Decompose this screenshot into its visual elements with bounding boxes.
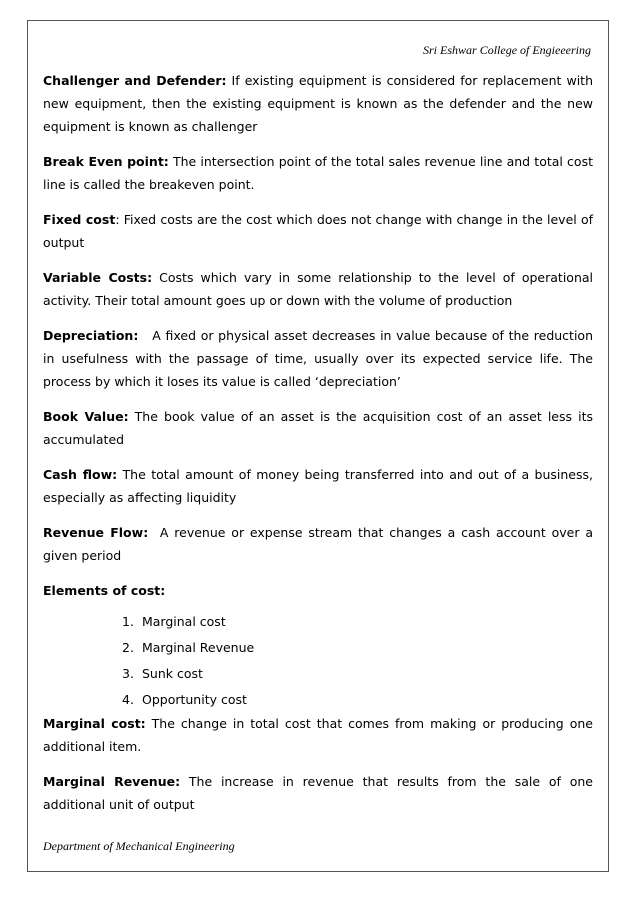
list-label: Sunk cost <box>141 666 203 681</box>
definition-cash-flow <box>43 463 593 509</box>
definition-text: Costs which vary in some relationship to the level of operational activity. Their total amount goes up or down with the volume of production <box>43 270 593 308</box>
definition-revenue-flow <box>43 521 597 567</box>
elements-heading: Elements of cost: <box>43 583 166 598</box>
definition-text: The intersection point of the total sales revenue line and total cost line is called the breakeven point. <box>43 154 593 192</box>
definition-marginal-cost <box>43 712 593 758</box>
term: Book Value: <box>43 409 129 424</box>
term: Fixed cost <box>43 212 116 227</box>
list-number: 3. <box>122 666 134 681</box>
list-label: Marginal cost <box>141 614 226 629</box>
term: Marginal Revenue: <box>43 774 181 789</box>
definition-fixed-cost <box>43 208 593 254</box>
definition-text: : Fixed costs are the cost which does not change with change in the level of output <box>43 212 593 250</box>
definition-challenger-defender <box>43 69 593 138</box>
document-page <box>27 20 609 872</box>
term: Variable Costs: <box>43 270 153 285</box>
definition-text: The change in total cost that comes from making or producing one additional item. <box>43 716 593 754</box>
elements-list <box>43 610 593 712</box>
definition-break-even <box>43 150 593 196</box>
definition-marginal-revenue <box>43 770 593 816</box>
list-item <box>122 688 593 712</box>
term: Challenger and Defender: <box>43 73 227 88</box>
term: Depreciation: <box>43 328 139 343</box>
list-number: 1. <box>122 614 134 629</box>
definition-text: A revenue or expense stream that changes a cash account over a given period <box>43 525 597 563</box>
term: Marginal cost: <box>43 716 146 731</box>
list-label: Opportunity cost <box>141 692 247 707</box>
definition-variable-costs <box>43 266 593 312</box>
term: Revenue Flow: <box>43 525 149 540</box>
list-item <box>122 636 593 662</box>
list-number: 2. <box>122 640 134 655</box>
definition-depreciation <box>43 324 597 393</box>
page-header: Sri Eshwar College of Engieeering <box>423 43 591 57</box>
definition-text: If existing equipment is considered for replacement with new equipment, then the existing equipment is known as the defender and the new equipment is known as challenger <box>43 73 593 134</box>
page-footer: Department of Mechanical Engineering <box>43 839 235 853</box>
term: Break Even point: <box>43 154 169 169</box>
list-item <box>122 662 593 688</box>
list-number: 4. <box>122 692 134 707</box>
list-item <box>122 610 593 636</box>
page-content <box>43 69 597 828</box>
term: Cash flow: <box>43 467 118 482</box>
list-label: Marginal Revenue <box>141 640 255 655</box>
definition-text: The increase in revenue that results from the sale of one additional unit of output <box>43 774 593 812</box>
definition-book-value <box>43 405 593 451</box>
definition-text: A fixed or physical asset decreases in value because of the reduction in usefulness with the passage of time, usually over its expected service life. The process by which it loses its value is called ‘depreciation’ <box>43 328 597 389</box>
definition-text: The total amount of money being transferred into and out of a business, especially as affecting liquidity <box>43 467 593 505</box>
definition-text: The book value of an asset is the acquisition cost of an asset less its accumulated <box>43 409 593 447</box>
